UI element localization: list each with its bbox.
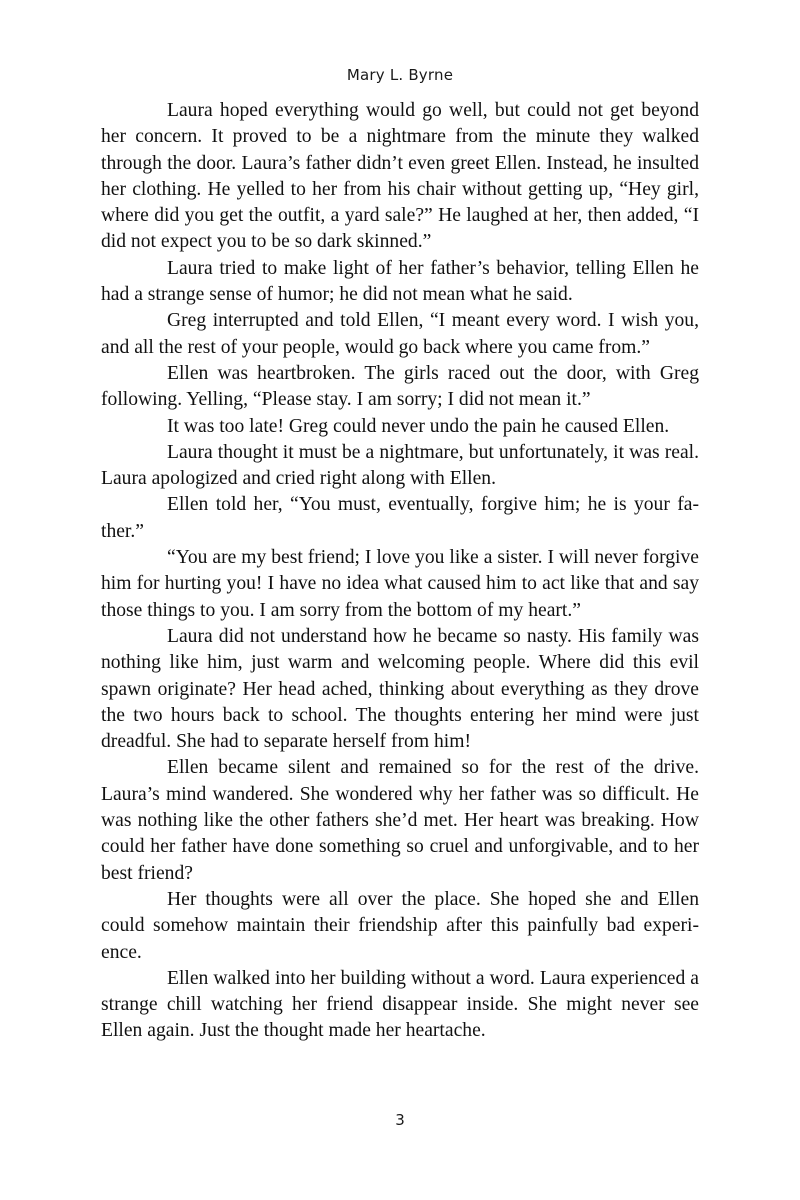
paragraph: Laura hoped everything would go well, but could not get beyond her concern. It proved to be a nightmare from the minute they walked through the door. Laura’s father didn’t even greet Ellen. Instead, he insulted her clothing. He yelled to her from his chair without getting up, “Hey girl, where did you get the outfit, a yard sale?” He laughed at her, then added, “I did not expect you to be so dark skinned.” — [101, 100, 699, 253]
running-head-author: Mary L. Byrne — [346, 66, 454, 84]
paragraph: Laura thought it must be a nightmare, but unfortunately, it was real. Laura apologized and cried right along with Ellen. — [101, 441, 699, 490]
page-number: 3 — [395, 1111, 405, 1129]
paragraph: Laura tried to make light of her father’s behavior, telling Ellen he had a strange sense of humor; he did not mean what he said. — [101, 257, 699, 306]
paragraph: Ellen told her, “You must, eventually, forgive him; he is your father.” — [101, 494, 699, 542]
paragraph: “You are my best friend; I love you like a sister. I will never forgive him for hurting you! I have no idea what caused him to act like that and say those things to you. I am sorry from the bottom of my heart.” — [101, 547, 699, 621]
paragraph: It was too late! Greg could never undo the pain he caused Ellen. — [167, 415, 670, 437]
paragraph: Laura did not understand how he became so nasty. His family was nothing like him, just warm and welcoming people. Where did this evil spawn originate? Her head ached, thinking about everything as they drove the two hours back to school. The thoughts entering her mind were just dreadful. She had to separate herself from him! — [101, 625, 699, 753]
paragraph: Greg interrupted and told Ellen, “I meant every word. I wish you, and all the rest of your people, would go back where you came from.” — [101, 310, 699, 358]
paragraph: Her thoughts were all over the place. She hoped she and Ellen could somehow maintain their friendship after this painfully bad experience. — [101, 888, 699, 963]
paragraph: Ellen became silent and remained so for the rest of the drive. Laura’s mind wandered. She wondered why her father was so difficult. He was nothing like the other fathers she’d met. Her heart was breaking. How could her father have done something so cruel and unforgivable, and to her best friend? — [101, 757, 699, 884]
paragraph: Ellen walked into her building without a word. Laura experienced a strange chill watching her friend disappear inside. She might never see Ellen again. Just the thought made her heartache. — [101, 967, 699, 1042]
paragraph: Ellen was heartbroken. The girls raced out the door, with Greg following. Yelling, “Please stay. I am sorry; I did not mean it.” — [101, 362, 699, 411]
body-text — [101, 98, 699, 1045]
